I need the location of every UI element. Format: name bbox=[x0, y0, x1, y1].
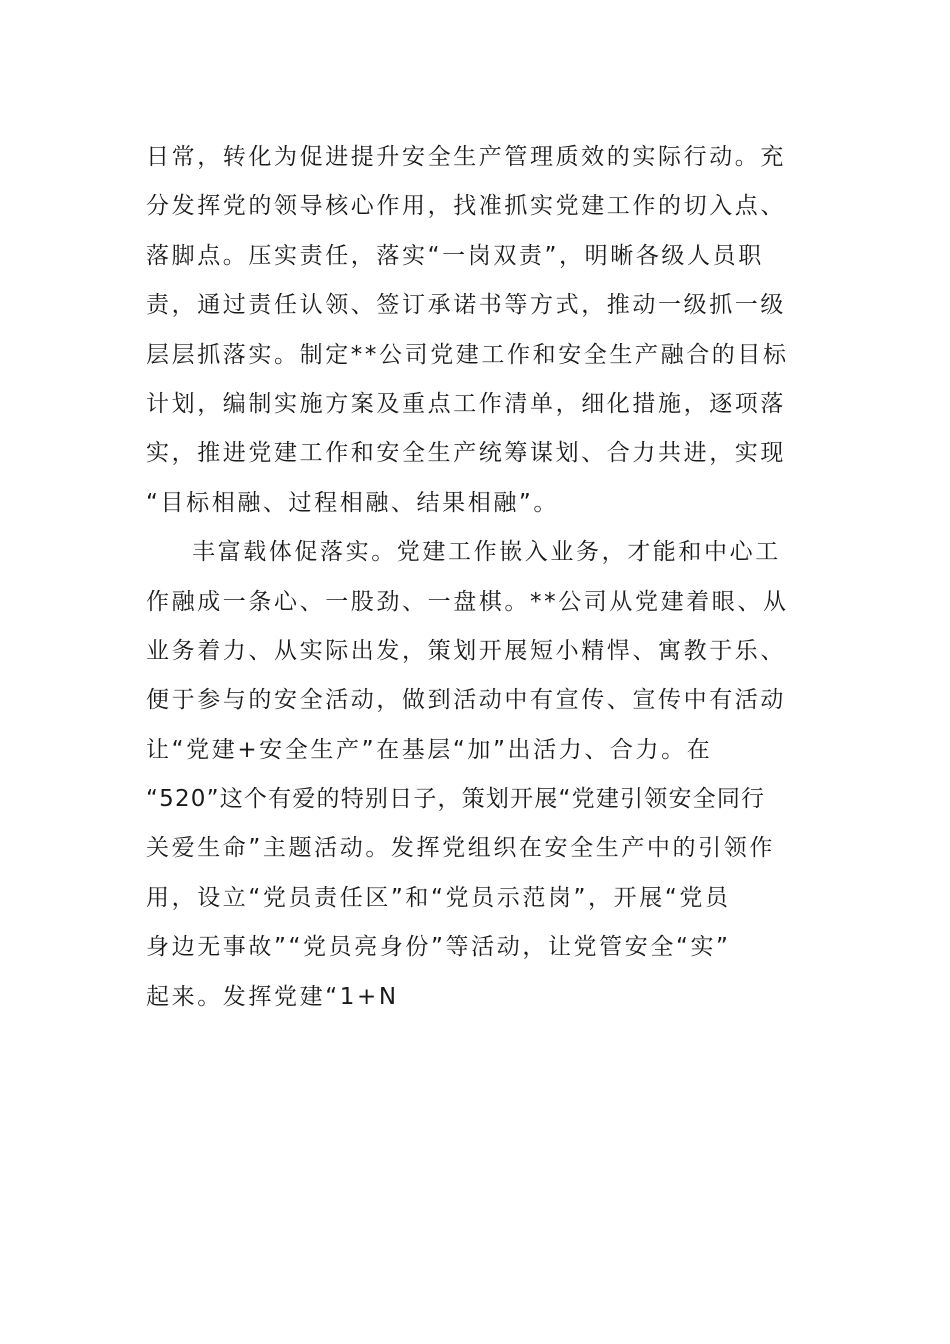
text-line: 身边无事故”“党员亮身份”等活动，让党管安全“实” bbox=[146, 934, 731, 961]
text-line: 起来。发挥党建“1+N bbox=[146, 983, 399, 1010]
text-line: 分发挥党的领导核心作用，找准抓实党建工作的切入点、 bbox=[146, 193, 786, 220]
text-line: 层层抓落实。制定**公司党建工作和安全生产融合的目标 bbox=[146, 341, 789, 368]
text-line: 丰富载体促落实。党建工作嵌入业务，才能和中心工 bbox=[192, 539, 781, 566]
text-line: 日常，转化为促进提升安全生产管理质效的实际行动。充 bbox=[146, 144, 786, 170]
text-line: 计划，编制实施方案及重点工作清单，细化措施，逐项落 bbox=[146, 390, 786, 417]
text-line: “目标相融、过程相融、结果相融”。 bbox=[146, 489, 560, 516]
text-line: 让“党建+安全生产”在基层“加”出活力、合力。在 bbox=[146, 736, 713, 763]
text-line: 业务着力、从实际出发，策划开展短小精悍、寓教于乐、 bbox=[146, 637, 786, 664]
text-line: 落脚点。压实责任，落实“一岗双责”，明晰各级人员职 bbox=[146, 242, 764, 269]
text-line: 作融成一条心、一股劲、一盘棋。**公司从党建着眼、从 bbox=[146, 588, 789, 615]
text-line: 实，推进党建工作和安全生产统筹谋划、合力共进，实现 bbox=[146, 440, 786, 467]
paragraph-1 bbox=[146, 133, 806, 528]
paragraph-2 bbox=[146, 528, 806, 1022]
text-line: 用，设立“党员责任区”和“党员示范岗”，开展“党员 bbox=[146, 884, 731, 911]
text-line: 便于参与的安全活动，做到活动中有宣传、宣传中有活动 bbox=[146, 687, 786, 714]
text-line: 责，通过责任认领、签订承诺书等方式，推动一级抓一级 bbox=[146, 292, 786, 319]
text-line: 关爱生命”主题活动。发挥党组织在安全生产中的引领作 bbox=[146, 835, 775, 862]
body-text bbox=[146, 133, 806, 1022]
text-line: “520”这个有爱的特别日子，策划开展“党建引领安全同行 bbox=[146, 786, 766, 813]
